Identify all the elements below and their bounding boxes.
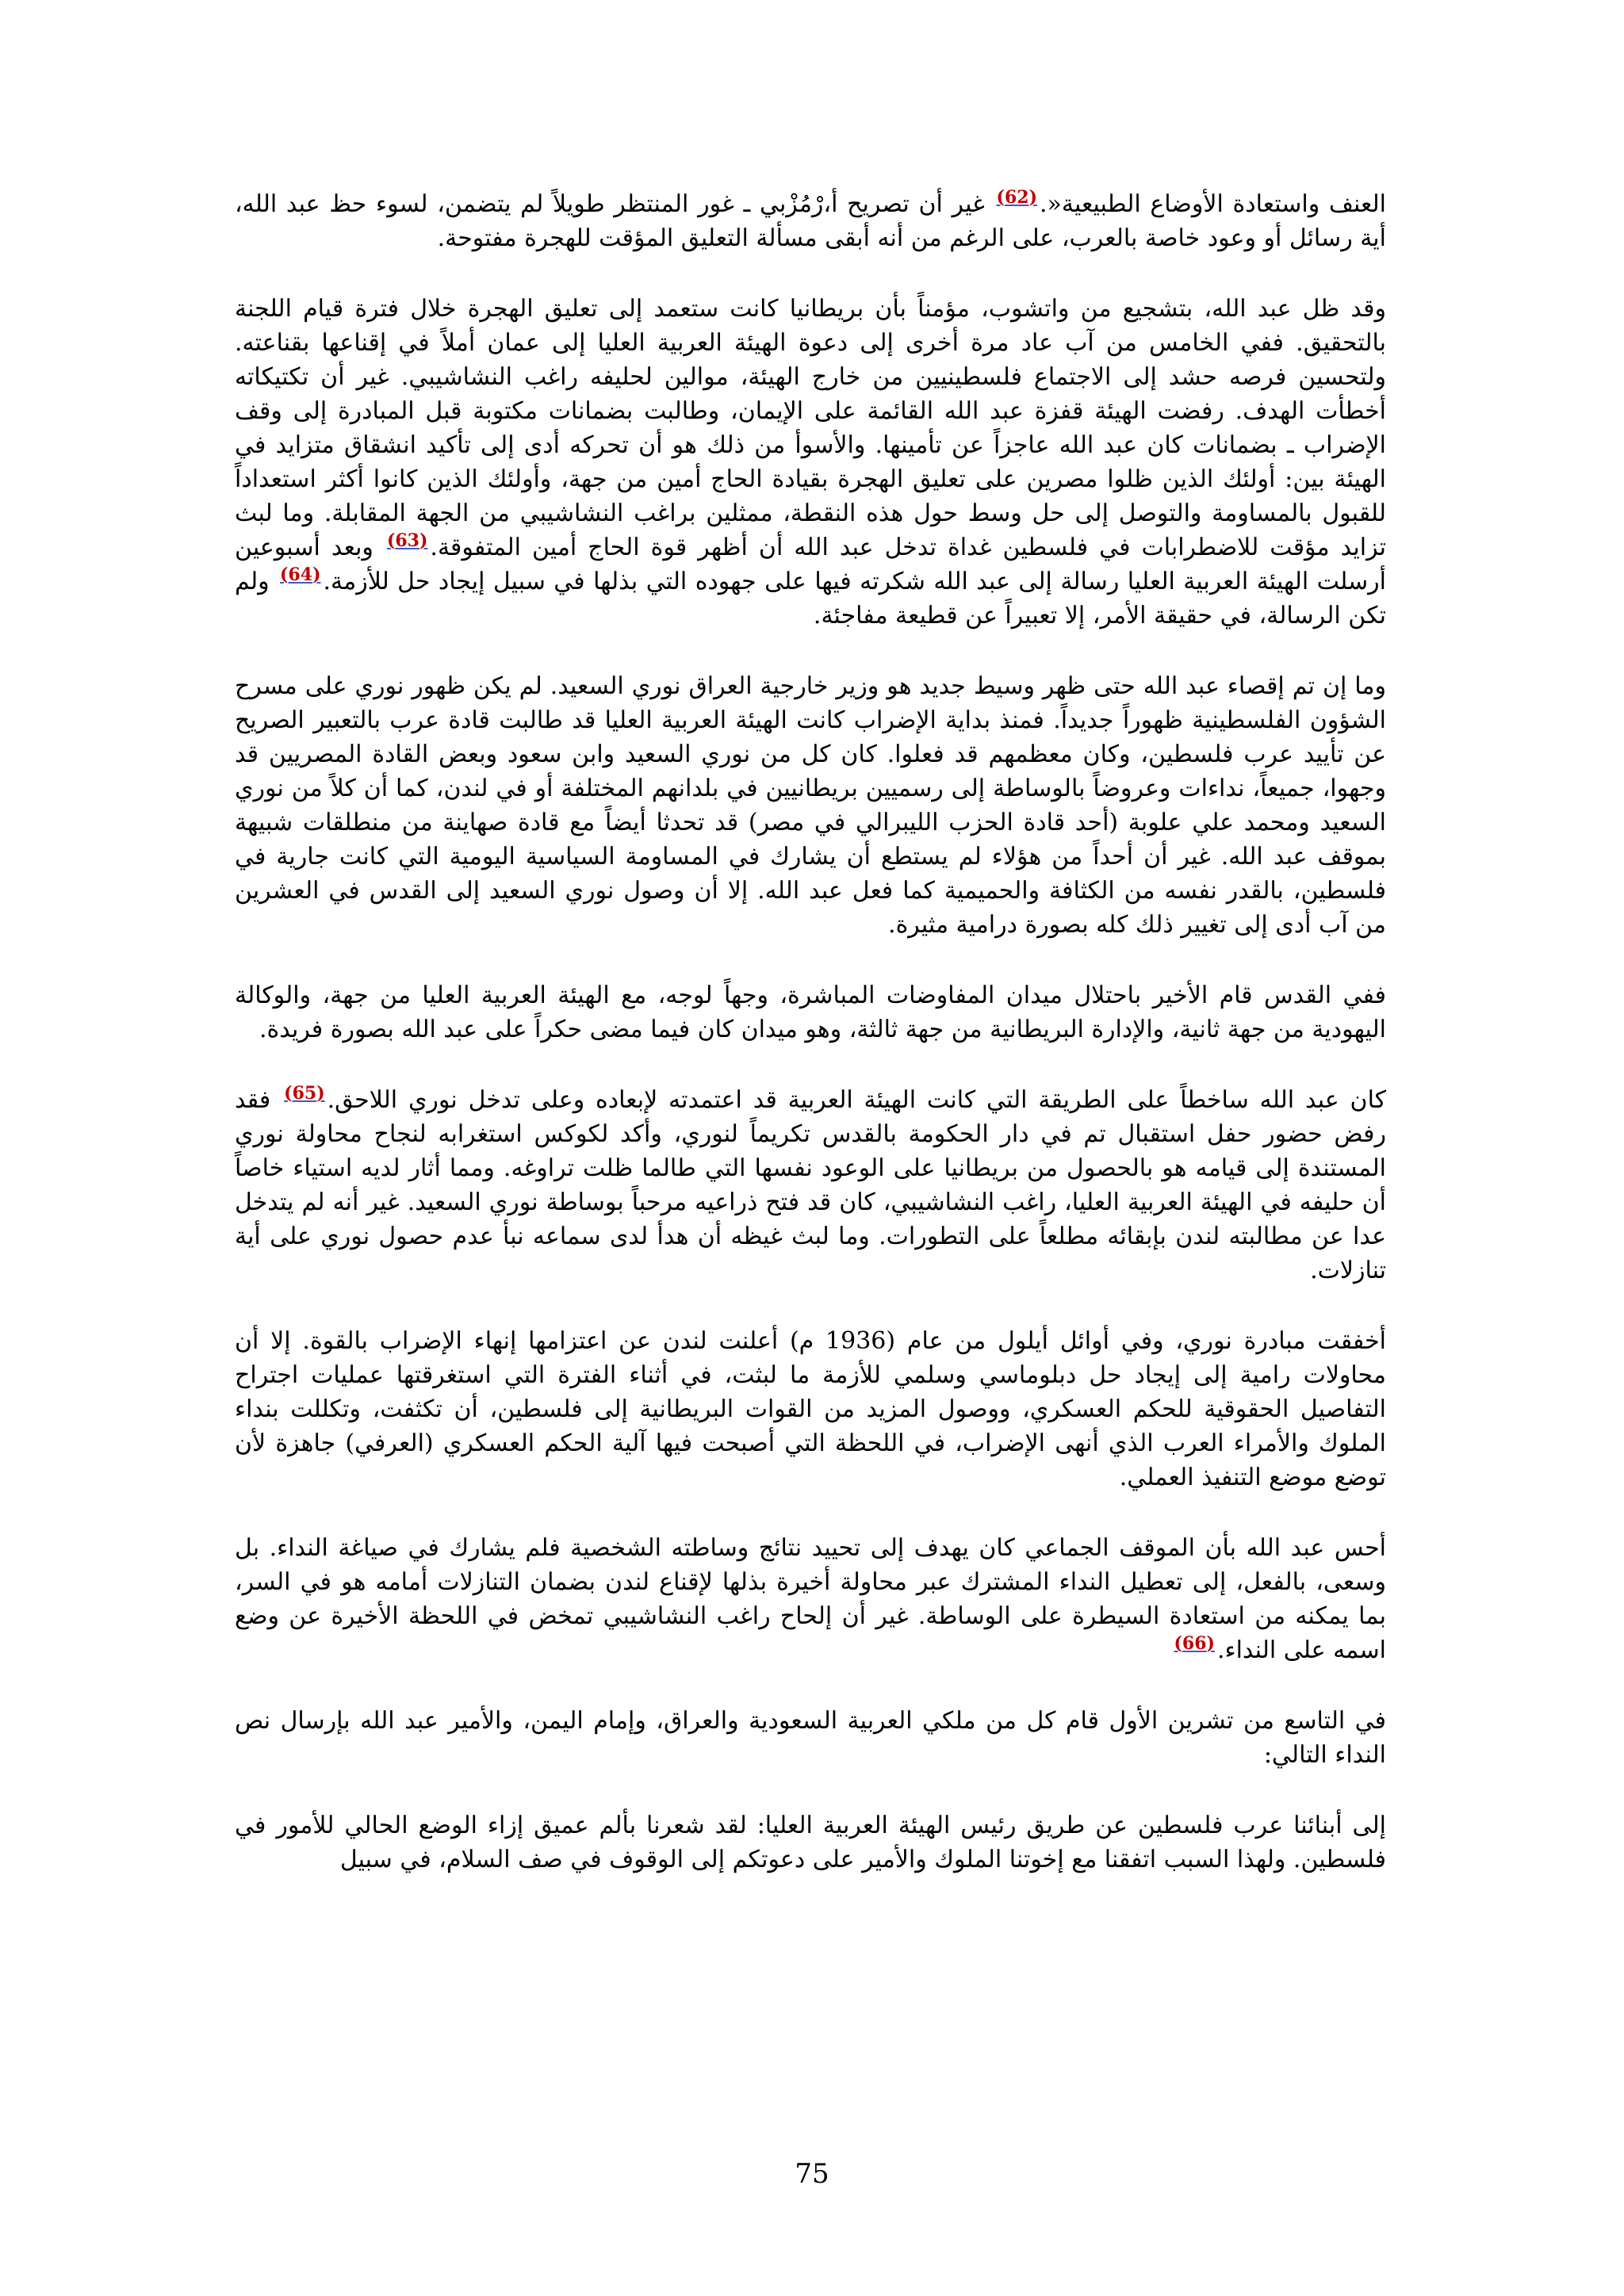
- paragraph: [235, 669, 1386, 942]
- document-page: [235, 187, 1386, 1913]
- paragraph: [235, 1704, 1386, 1772]
- footnote-link[interactable]: (64): [280, 564, 321, 585]
- footnote-link[interactable]: (63): [386, 530, 428, 551]
- paragraph-text: العنف واستعادة الأوضاع الطبيعية«.: [1040, 190, 1386, 218]
- paragraph: [235, 1808, 1386, 1877]
- paragraph-text: وبعد أسبوعين أرسلت الهيئة العربية العليا رسالة إلى عبد الله شكرته فيها على جهوده التي بذلها في سبيل إيجاد حل للأزمة.: [235, 534, 1386, 595]
- paragraph-text: في التاسع من تشرين الأول قام كل من ملكي العربية السعودية والعراق، وإمام اليمن، والأمير عبد الله بإرسال نص النداء التالي:: [235, 1707, 1386, 1769]
- paragraph-text: أخفقت مبادرة نوري، وفي أوائل أيلول من عام (1936 م) أعلنت لندن عن اعتزامها إنهاء الإضراب بالقوة. إلا أن محاولات رامية إلى إيجاد حل دبلوماسي وسلمي للأزمة ما لبثت، في أثناء الفترة التي استغرقتها عمليات اجتراح التفاصيل الحقوقية للحكم العسكري، ووصول المزيد من القوات البريطانية إلى فلسطين، أن تكثفت، وتكللت بنداء الملوك والأمراء العرب الذي أنهى الإضراب، في اللحظة التي أصبحت فيها آلية الحكم العسكري (العرفي) جاهزة لأن توضع موضع التنفيذ العملي.: [235, 1327, 1386, 1491]
- paragraph-text: وما إن تم إقصاء عبد الله حتى ظهر وسيط جديد هو وزير خارجية العراق نوري السعيد. لم يكن ظهور نوري على مسرح الشؤون الفلسطينية ظهوراً جديداً. فمنذ بداية الإضراب كانت الهيئة العربية العليا قد طالبت قادة عرب بالتعبير الصريح عن تأييد عرب فلسطين، وكان معظمهم قد فعلوا. كان كل من نوري السعيد وابن سعود وبعض القادة المصريين قد وجهوا، جميعاً، نداءات وعروضاً بالوساطة إلى رسميين بريطانيين في بلدانهم المختلفة أو في لندن، كما أن كلاً من نوري السعيد ومحمد علي علوبة (أحد قادة الحزب الليبرالي في مصر) قد تحدثا أيضاً مع قادة صهاينة من منطلقات شبيهة بموقف عبد الله. غير أن أحداً من هؤلاء لم يستطع أن يشارك في المساومة السياسية اليومية التي كانت جارية في فلسطين، بالقدر نفسه من الكثافة والحميمية كما فعل عبد الله. إلا أن وصول نوري السعيد إلى القدس في العشرين من آب أدى إلى تغيير ذلك كله بصورة درامية مثيرة.: [235, 672, 1386, 939]
- paragraph-text: ففي القدس قام الأخير باحتلال ميدان المفاوضات المباشرة، وجهاً لوجه، مع الهيئة العربية العليا من جهة، والوكالة اليهودية من جهة ثانية، والإدارة البريطانية من جهة ثالثة، وهو ميدان كان فيما مضى حكراً على عبد الله بصورة فريدة.: [235, 982, 1386, 1043]
- paragraph-text: وقد ظل عبد الله، بتشجيع من واتشوب، مؤمناً بأن بريطانيا كانت ستعمد إلى تعليق الهجرة خلال فترة قيام اللجنة بالتحقيق. ففي الخامس من آب عاد مرة أخرى إلى دعوة الهيئة العربية العليا إلى عمان أملاً في إقناعها بقناعته. ولتحسين فرصه حشد إلى الاجتماع فلسطينيين من خارج الهيئة، موالين لحليفه راغب النشاشيبي. غير أن تكتيكاته أخطأت الهدف. رفضت الهيئة قفزة عبد الله القائمة على الإيمان، وطالبت بضمانات مكتوبة قبل المبادرة إلى وقف الإضراب ـ بضمانات كان عبد الله عاجزاً عن تأمينها. والأسوأ من ذلك هو أن تحركه أدى إلى تأكيد انشقاق متزايد في الهيئة بين: أولئك الذين ظلوا مصرين على تعليق الهجرة بقيادة الحاج أمين من جهة، وأولئك الذين كانوا أكثر استعداداً للقبول بالمساومة والتوصل إلى حل وسط حول هذه النقطة، ممثلين براغب النشاشيبي من الجهة المقابلة. وما لبث تزايد مؤقت للاضطرابات في فلسطين غداة تدخل عبد الله أن أظهر قوة الحاج أمين المتفوقة.: [235, 295, 1387, 561]
- paragraph: [235, 187, 1386, 255]
- paragraph: [235, 1531, 1386, 1667]
- paragraph-text: ولم تكن الرسالة، في حقيقة الأمر، إلا تعبيراً عن قطيعة مفاجئة.: [235, 568, 1386, 629]
- paragraph: [235, 1324, 1386, 1494]
- paragraph-text: كان عبد الله ساخطاً على الطريقة التي كانت الهيئة العربية قد اعتمدته لإبعاده وعلى تدخل نوري اللاحق.: [327, 1086, 1386, 1114]
- footnote-link[interactable]: (66): [1174, 1633, 1215, 1654]
- paragraph-text: غير أن تصريح أ،رْمُزْبي ـ غور المنتظر طويلاً لم يتضمن، لسوء حظ عبد الله، أية رسائل أو وعود خاصة بالعرب، على الرغم من أنه أبقى مسألة التعليق المؤقت للهجرة مفتوحة.: [235, 190, 1386, 252]
- footnote-link[interactable]: (62): [996, 187, 1037, 208]
- paragraph-text: إلى أبنائنا عرب فلسطين عن طريق رئيس الهيئة العربية العليا: لقد شعرنا بألم عميق إزاء الوضع الحالي للأمور في فلسطين. ولهذا السبب اتفقنا مع إخوتنا الملوك والأمير على دعوتكم إلى الوقوف في صف السلام، في سبيل: [235, 1812, 1386, 1873]
- paragraph: [235, 1083, 1386, 1288]
- paragraph: [235, 292, 1386, 633]
- paragraph-text: فقد رفض حضور حفل استقبال تم في دار الحكومة بالقدس تكريماً لنوري، وأكد لكوكس استغرابه لنجاح محاولة نوري المستندة إلى قيامه هو بالحصول من بريطانيا على الوعود نفسها التي طالما ظلت تراوغه. ومما أثار لديه استياء خاصاً أن حليفه في الهيئة العربية العليا، راغب النشاشيبي، كان قد فتح ذراعيه مرحباً بوساطة نوري السعيد. غير أنه لم يتدخل عدا عن مطالبته لندن بإبقائه مطلعاً على التطورات. وما لبث غيظه أن هدأ لدى سماعه نبأ عدم حصول نوري على أية تنازلات.: [235, 1086, 1386, 1284]
- footnote-link[interactable]: (65): [284, 1083, 325, 1104]
- page-number: 75: [795, 2158, 829, 2190]
- paragraph: [235, 978, 1386, 1047]
- paragraph-text: أحس عبد الله بأن الموقف الجماعي كان يهدف إلى تحييد نتائج وساطته الشخصية فلم يشارك في صياغة النداء. بل وسعى، بالفعل، إلى تعطيل النداء المشترك عبر محاولة أخيرة بذلها لإقناع لندن بضمان التنازلات أمامه هو في السر، بما يمكنه من استعادة السيطرة على الوساطة. غير أن إلحاح راغب النشاشيبي تمخض في اللحظة الأخيرة عن وضع اسمه على النداء.: [235, 1534, 1387, 1664]
